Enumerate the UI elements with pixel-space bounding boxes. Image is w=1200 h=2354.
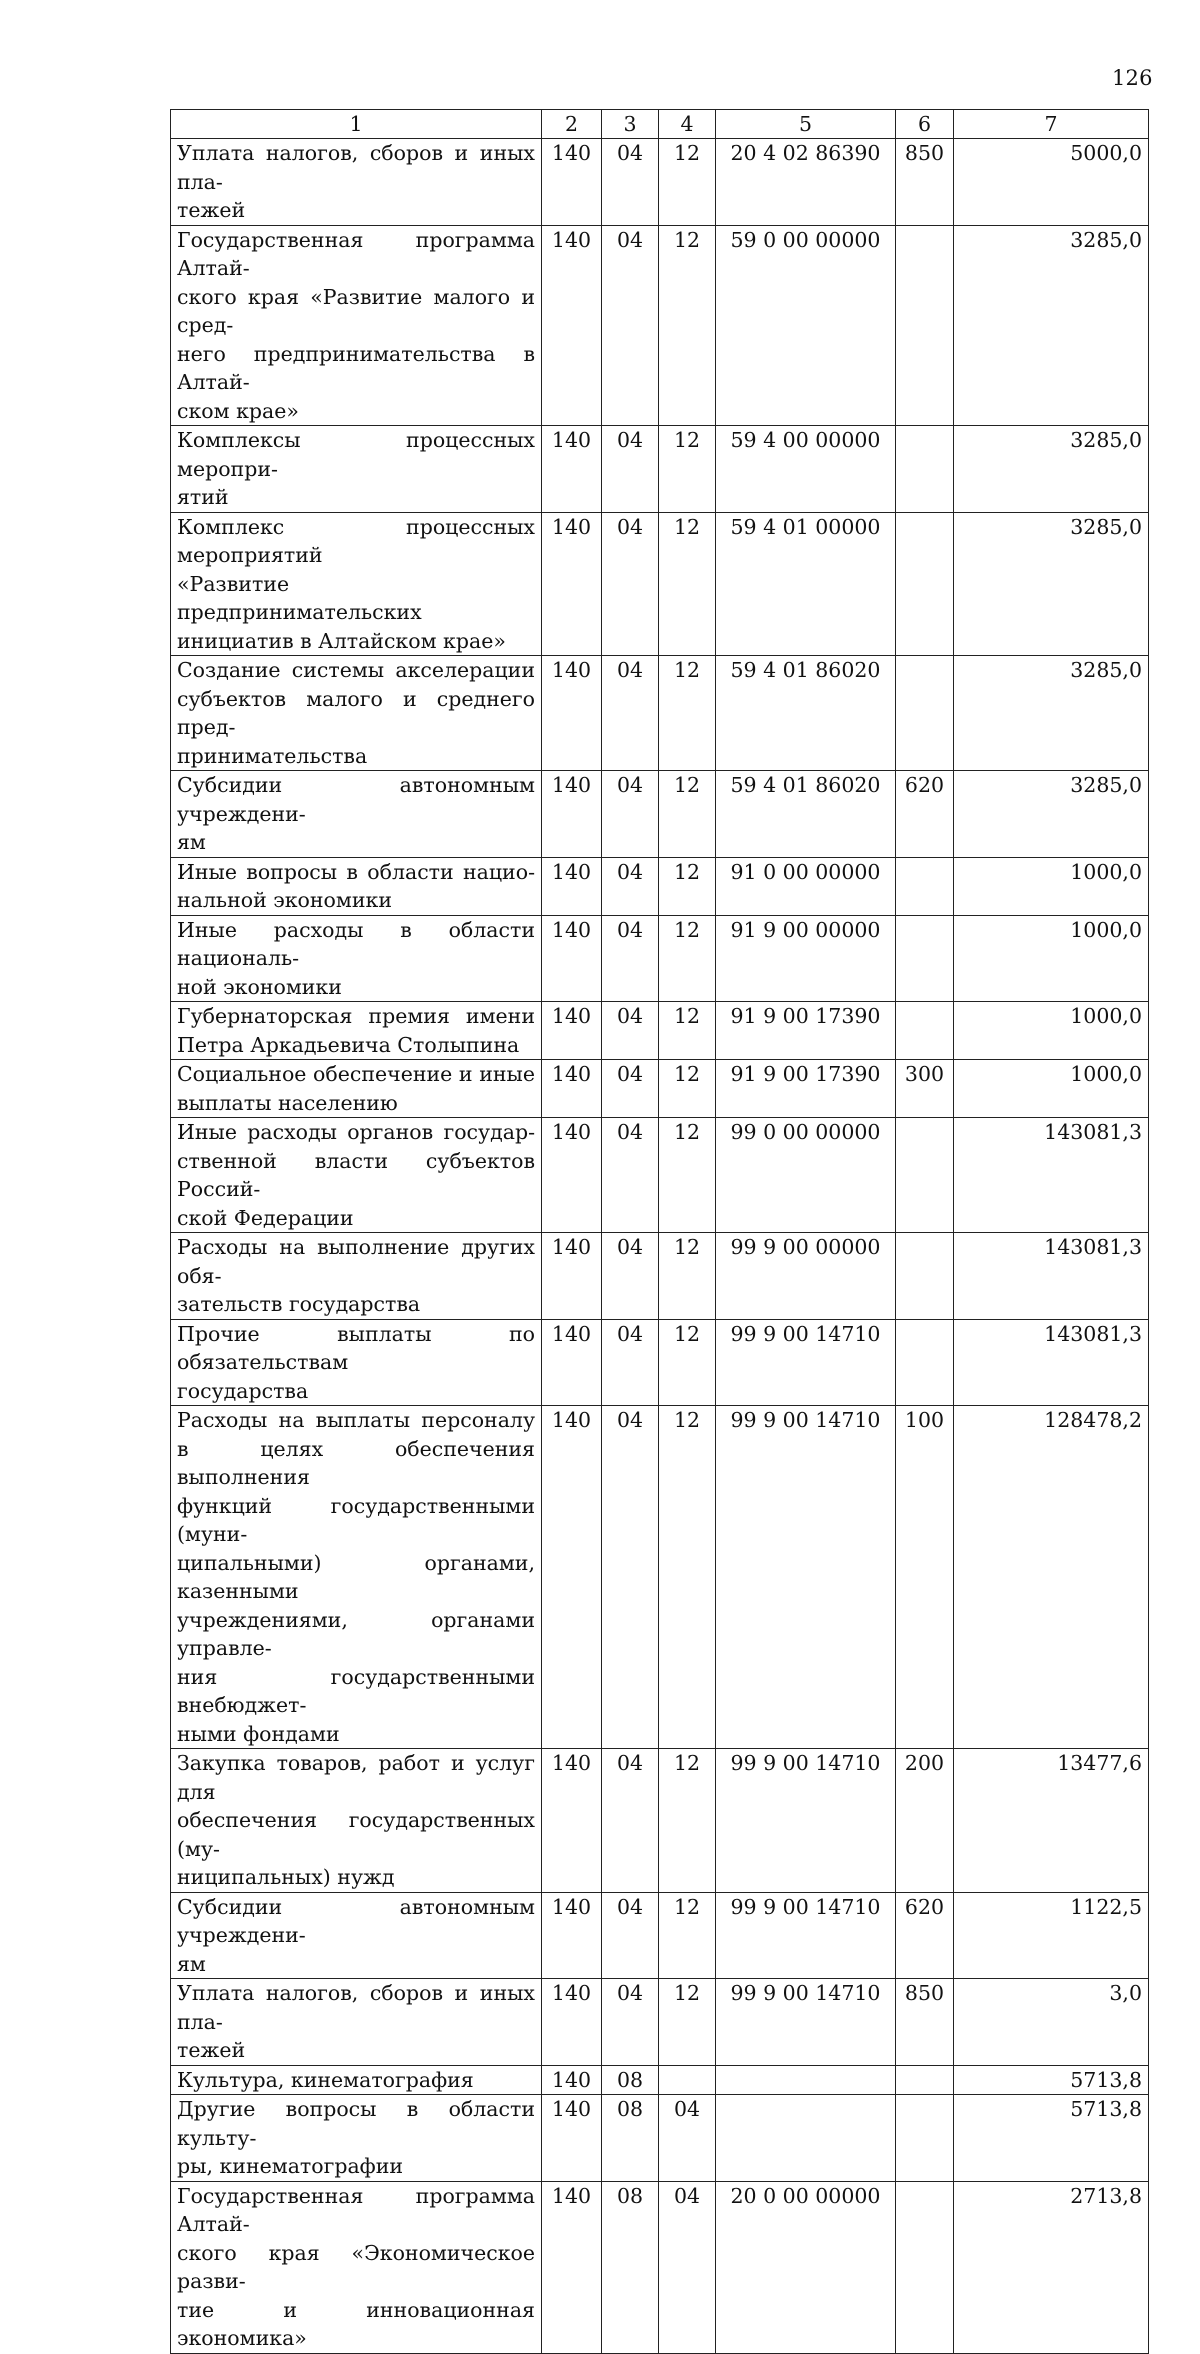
amount-cell: 2713,8 (954, 2181, 1149, 2353)
expense-name-line: тие и инновационная экономика» (177, 2297, 535, 2350)
ministry-code-cell: 140 (542, 1406, 602, 1749)
expense-name-line: тежей (177, 2038, 246, 2062)
amount-cell: 3285,0 (954, 512, 1149, 656)
section-code-cell: 08 (602, 2095, 659, 2182)
ministry-code-cell: 140 (542, 512, 602, 656)
target-article-cell: 99 9 00 14710 (716, 1406, 896, 1749)
ministry-code-cell: 140 (542, 1118, 602, 1233)
expense-type-cell (896, 225, 954, 426)
expense-name-line: учреждениями, органами управле- (177, 1607, 535, 1660)
table-row (171, 1002, 1149, 1060)
amount-cell: 5000,0 (954, 139, 1149, 226)
amount-cell: 5713,8 (954, 2065, 1149, 2095)
section-code-cell: 04 (602, 1319, 659, 1406)
expense-name-line: Петра Аркадьевича Столыпина (177, 1032, 520, 1057)
amount-cell: 1122,5 (954, 1892, 1149, 1979)
ministry-code-cell: 140 (542, 915, 602, 1002)
subsection-code-cell: 12 (659, 1060, 716, 1118)
target-article-cell: 59 4 01 86020 (716, 771, 896, 858)
table-row (171, 2065, 1149, 2095)
ministry-code-cell: 140 (542, 1002, 602, 1060)
amount-cell: 128478,2 (954, 1406, 1149, 1749)
amount-cell: 143081,3 (954, 1233, 1149, 1320)
table-row (171, 1749, 1149, 1893)
header-row (171, 110, 1149, 139)
amount-cell: 1000,0 (954, 915, 1149, 1002)
expense-name-line: ниципальных) нужд (177, 1865, 395, 1889)
table-row (171, 512, 1149, 656)
expense-type-cell (896, 2095, 954, 2182)
amount-cell: 3285,0 (954, 225, 1149, 426)
budget-table (170, 109, 1149, 2354)
section-code-cell: 04 (602, 857, 659, 915)
expense-name-cell (171, 857, 542, 915)
subsection-code-cell: 12 (659, 1233, 716, 1320)
amount-cell: 1000,0 (954, 857, 1149, 915)
expense-type-cell (896, 656, 954, 771)
target-article-cell: 91 9 00 00000 (716, 915, 896, 1002)
section-code-cell: 04 (602, 656, 659, 771)
expense-name-cell (171, 1233, 542, 1320)
expense-type-cell (896, 1319, 954, 1406)
table-row (171, 1060, 1149, 1118)
expense-type-cell: 100 (896, 1406, 954, 1749)
expense-name-line: ского края «Развитие малого и сред- (177, 284, 535, 337)
subsection-code-cell: 04 (659, 2181, 716, 2353)
expense-name-line: «Развитие предпринимательских (177, 571, 422, 624)
expense-type-cell (896, 857, 954, 915)
column-header-7: 7 (954, 110, 1149, 139)
target-article-cell: 99 9 00 14710 (716, 1319, 896, 1406)
target-article-cell (716, 2065, 896, 2095)
page-number: 126 (1112, 66, 1153, 90)
ministry-code-cell: 140 (542, 857, 602, 915)
amount-cell: 3285,0 (954, 771, 1149, 858)
subsection-code-cell: 12 (659, 1406, 716, 1749)
expense-name-line: ципальными) органами, казенными (177, 1550, 535, 1603)
expense-type-cell: 850 (896, 1979, 954, 2066)
column-header-6: 6 (896, 110, 954, 139)
expense-name-line: субъектов малого и среднего пред- (177, 686, 535, 739)
expense-name-line: Культура, кинематография (177, 2067, 474, 2092)
expense-type-cell (896, 915, 954, 1002)
section-code-cell: 08 (602, 2181, 659, 2353)
expense-name-line: ры, кинематографии (177, 2154, 404, 2178)
subsection-code-cell: 12 (659, 1118, 716, 1233)
subsection-code-cell: 04 (659, 2095, 716, 2182)
expense-name-line: обеспечения государственных (му- (177, 1808, 535, 1861)
target-article-cell: 20 0 00 00000 (716, 2181, 896, 2353)
expense-name-line: Государственная программа Алтай- (177, 2183, 535, 2236)
ministry-code-cell: 140 (542, 2065, 602, 2095)
target-article-cell: 99 9 00 00000 (716, 1233, 896, 1320)
ministry-code-cell: 140 (542, 1749, 602, 1893)
expense-name-cell (171, 139, 542, 226)
table-row (171, 857, 1149, 915)
expense-name-cell (171, 1749, 542, 1893)
expense-name-line: ском крае» (177, 398, 299, 423)
section-code-cell: 04 (602, 1060, 659, 1118)
expense-name-line: Социальное обеспечение и иные (177, 1062, 535, 1086)
expense-name-cell (171, 656, 542, 771)
target-article-cell: 99 9 00 14710 (716, 1749, 896, 1893)
expense-name-cell (171, 225, 542, 426)
expense-name-line: инициатив в Алтайском крае» (177, 628, 506, 653)
expense-name-line: функций государственными (муни- (177, 1493, 535, 1546)
ministry-code-cell: 140 (542, 771, 602, 858)
expense-name-cell (171, 771, 542, 858)
expense-type-cell: 620 (896, 1892, 954, 1979)
expense-name-line: тежей (177, 198, 246, 222)
expense-name-line: Губернаторская премия имени (177, 1004, 535, 1028)
expense-name-cell (171, 512, 542, 656)
column-header-3: 3 (602, 110, 659, 139)
ministry-code-cell: 140 (542, 225, 602, 426)
expense-type-cell (896, 2181, 954, 2353)
target-article-cell (716, 2095, 896, 2182)
section-code-cell: 04 (602, 426, 659, 513)
table-row (171, 915, 1149, 1002)
expense-name-line: ского края «Экономическое разви- (177, 2240, 535, 2293)
expense-type-cell: 300 (896, 1060, 954, 1118)
subsection-code-cell: 12 (659, 857, 716, 915)
amount-cell: 3,0 (954, 1979, 1149, 2066)
section-code-cell: 04 (602, 1406, 659, 1749)
subsection-code-cell: 12 (659, 771, 716, 858)
expense-type-cell (896, 426, 954, 513)
expense-type-cell (896, 1002, 954, 1060)
section-code-cell: 04 (602, 139, 659, 226)
expense-name-line: Закупка товаров, работ и услуг для (177, 1751, 535, 1804)
expense-name-line: Расходы на выплаты персоналу (177, 1408, 535, 1432)
section-code-cell: 04 (602, 915, 659, 1002)
expense-name-line: ям (177, 1951, 206, 1976)
section-code-cell: 04 (602, 1892, 659, 1979)
expense-name-line: Уплата налогов, сборов и иных пла- (177, 141, 535, 194)
subsection-code-cell: 12 (659, 139, 716, 226)
target-article-cell: 59 4 00 00000 (716, 426, 896, 513)
expense-name-line: Прочие выплаты по обязательствам (177, 1321, 535, 1374)
ministry-code-cell: 140 (542, 2181, 602, 2353)
expense-name-line: Иные расходы в области националь- (177, 917, 535, 970)
amount-cell: 1000,0 (954, 1002, 1149, 1060)
ministry-code-cell: 140 (542, 656, 602, 771)
expense-name-line: ной экономики (177, 974, 342, 999)
section-code-cell: 04 (602, 1749, 659, 1893)
target-article-cell: 91 0 00 00000 (716, 857, 896, 915)
expense-name-line: Расходы на выполнение других обя- (177, 1235, 535, 1288)
target-article-cell: 59 0 00 00000 (716, 225, 896, 426)
target-article-cell: 91 9 00 17390 (716, 1060, 896, 1118)
expense-name-cell (171, 2095, 542, 2182)
ministry-code-cell: 140 (542, 1233, 602, 1320)
subsection-code-cell: 12 (659, 1749, 716, 1893)
expense-name-line: ными фондами (177, 1721, 340, 1746)
expense-name-cell (171, 1406, 542, 1749)
expense-name-line: Уплата налогов, сборов и иных пла- (177, 1981, 535, 2034)
table-row (171, 771, 1149, 858)
expense-name-line: принимательства (177, 743, 368, 768)
expense-name-line: Иные расходы органов государ- (177, 1120, 535, 1144)
target-article-cell: 59 4 01 00000 (716, 512, 896, 656)
ministry-code-cell: 140 (542, 1892, 602, 1979)
subsection-code-cell (659, 2065, 716, 2095)
subsection-code-cell: 12 (659, 1002, 716, 1060)
table-row (171, 1979, 1149, 2066)
table-row (171, 1118, 1149, 1233)
expense-name-line: государства (177, 1378, 309, 1403)
expense-name-line: Субсидии автономным учреждени- (177, 1894, 535, 1947)
expense-name-line: Комплексы процессных меропри- (177, 428, 535, 481)
section-code-cell: 04 (602, 1002, 659, 1060)
expense-type-cell: 200 (896, 1749, 954, 1893)
subsection-code-cell: 12 (659, 1979, 716, 2066)
amount-cell: 3285,0 (954, 656, 1149, 771)
table-row (171, 1406, 1149, 1749)
target-article-cell: 59 4 01 86020 (716, 656, 896, 771)
target-article-cell: 99 9 00 14710 (716, 1979, 896, 2066)
expense-name-cell (171, 1118, 542, 1233)
table-row (171, 1892, 1149, 1979)
expense-name-line: Комплекс процессных мероприятий (177, 514, 535, 567)
expense-name-cell (171, 1002, 542, 1060)
expense-type-cell: 620 (896, 771, 954, 858)
expense-name-line: нальной экономики (177, 888, 392, 912)
amount-cell: 3285,0 (954, 426, 1149, 513)
ministry-code-cell: 140 (542, 426, 602, 513)
table-row (171, 1233, 1149, 1320)
section-code-cell: 04 (602, 1979, 659, 2066)
amount-cell: 13477,6 (954, 1749, 1149, 1893)
target-article-cell: 99 0 00 00000 (716, 1118, 896, 1233)
ministry-code-cell: 140 (542, 1060, 602, 1118)
subsection-code-cell: 12 (659, 1319, 716, 1406)
expense-name-line: в целях обеспечения выполнения (177, 1436, 535, 1489)
expense-name-cell (171, 1319, 542, 1406)
section-code-cell: 04 (602, 1233, 659, 1320)
expense-type-cell: 850 (896, 139, 954, 226)
expense-name-line: ям (177, 830, 206, 854)
section-code-cell: 04 (602, 225, 659, 426)
table-row (171, 656, 1149, 771)
amount-cell: 1000,0 (954, 1060, 1149, 1118)
section-code-cell: 04 (602, 771, 659, 858)
expense-name-cell (171, 2065, 542, 2095)
section-code-cell: 08 (602, 2065, 659, 2095)
expense-name-line: ской Федерации (177, 1205, 354, 1230)
expense-name-line: ния государственными внебюджет- (177, 1664, 535, 1717)
subsection-code-cell: 12 (659, 915, 716, 1002)
table-row (171, 225, 1149, 426)
amount-cell: 5713,8 (954, 2095, 1149, 2182)
expense-name-line: него предпринимательства в Алтай- (177, 341, 535, 394)
table-row (171, 139, 1149, 226)
subsection-code-cell: 12 (659, 656, 716, 771)
expense-name-cell (171, 426, 542, 513)
expense-name-line: Другие вопросы в области культу- (177, 2097, 535, 2150)
column-header-1: 1 (171, 110, 542, 139)
expense-name-cell (171, 2181, 542, 2353)
expense-name-line: выплаты населению (177, 1090, 398, 1115)
expense-name-line: ятий (177, 485, 229, 509)
expense-name-line: Иные вопросы в области нацио- (177, 859, 535, 884)
expense-type-cell (896, 1118, 954, 1233)
expense-name-line: ственной власти субъектов Россий- (177, 1148, 535, 1201)
expense-name-cell (171, 1979, 542, 2066)
table-row (171, 2095, 1149, 2182)
expense-name-line: Создание системы акселерации (177, 658, 535, 682)
table-row (171, 2181, 1149, 2353)
ministry-code-cell: 140 (542, 2095, 602, 2182)
subsection-code-cell: 12 (659, 225, 716, 426)
target-article-cell: 99 9 00 14710 (716, 1892, 896, 1979)
section-code-cell: 04 (602, 512, 659, 656)
ministry-code-cell: 140 (542, 1319, 602, 1406)
table-row (171, 1319, 1149, 1406)
expense-name-line: Государственная программа Алтай- (177, 227, 535, 280)
expense-name-line: зательств государства (177, 1292, 421, 1316)
subsection-code-cell: 12 (659, 1892, 716, 1979)
expense-type-cell (896, 512, 954, 656)
ministry-code-cell: 140 (542, 1979, 602, 2066)
subsection-code-cell: 12 (659, 426, 716, 513)
amount-cell: 143081,3 (954, 1319, 1149, 1406)
section-code-cell: 04 (602, 1118, 659, 1233)
expense-name-cell (171, 1060, 542, 1118)
ministry-code-cell: 140 (542, 139, 602, 226)
expense-name-cell (171, 915, 542, 1002)
expense-type-cell (896, 1233, 954, 1320)
column-header-4: 4 (659, 110, 716, 139)
target-article-cell: 20 4 02 86390 (716, 139, 896, 226)
expense-name-cell (171, 1892, 542, 1979)
table-body (171, 139, 1149, 2354)
target-article-cell: 91 9 00 17390 (716, 1002, 896, 1060)
expense-type-cell (896, 2065, 954, 2095)
expense-name-line: Субсидии автономным учреждени- (177, 773, 535, 826)
column-header-2: 2 (542, 110, 602, 139)
subsection-code-cell: 12 (659, 512, 716, 656)
amount-cell: 143081,3 (954, 1118, 1149, 1233)
table-row (171, 426, 1149, 513)
column-header-5: 5 (716, 110, 896, 139)
